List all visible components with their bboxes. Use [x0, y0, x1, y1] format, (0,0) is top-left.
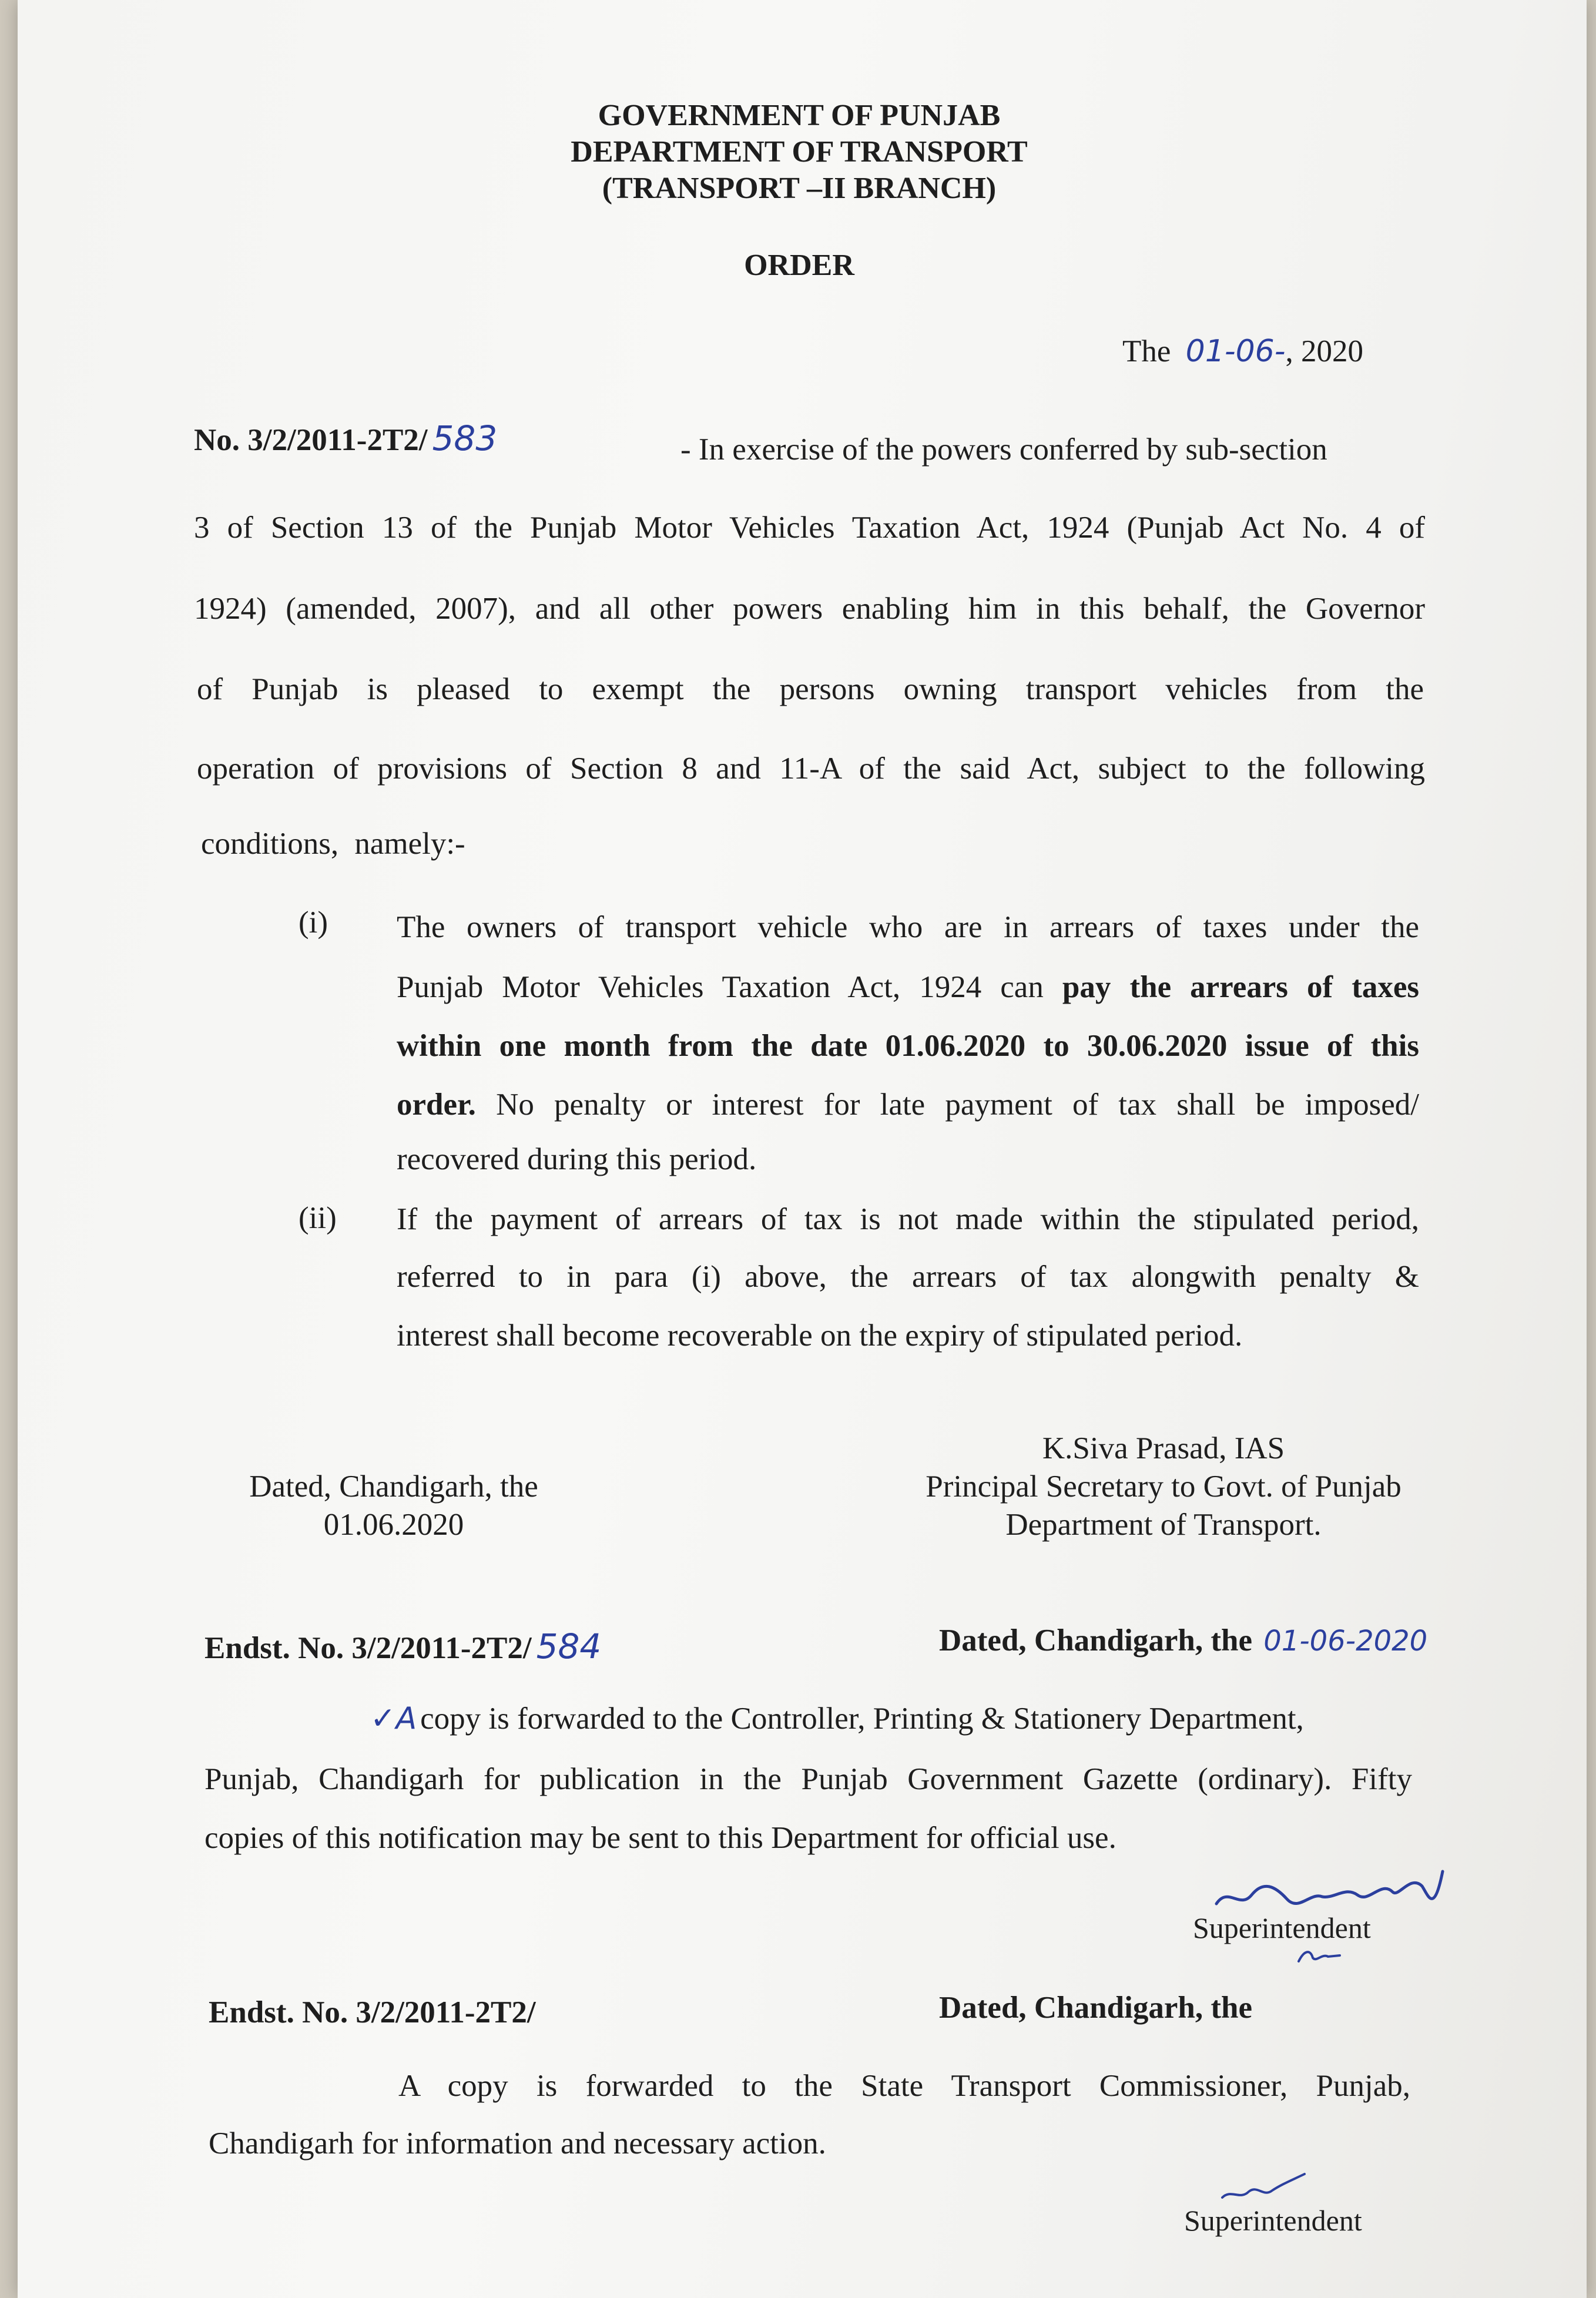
handwritten-endst-1-date: 01-06-2020	[1263, 1625, 1428, 1658]
handwritten-endst-1-number: 584	[536, 1626, 602, 1666]
endst-1-number-prefix: Endst. No. 3/2/2011-2T2/	[204, 1631, 532, 1665]
order-line-4: of Punjab is pleased to exempt the persons owning transport vehicles from the	[197, 672, 1424, 706]
endst-1-line-1-text: copy is forwarded to the Controller, Printing & Stationery Department,	[420, 1702, 1304, 1736]
handwritten-date: 01-06-	[1185, 334, 1286, 369]
endst-1-number	[204, 1626, 601, 1666]
condition-2-line-3: interest shall become recoverable on the expiry of stipulated period.	[397, 1319, 1243, 1353]
superintendent-label-1: Superintendent	[1193, 1911, 1371, 1944]
order-line-6: conditions, namely:-	[201, 827, 465, 861]
endst-1-dated-label: Dated, Chandigarh, the	[939, 1623, 1253, 1658]
order-line-1: - In exercise of the powers conferred by sub-section	[680, 432, 1327, 467]
condition-1-line-2b: pay the arrears of taxes	[1062, 970, 1420, 1004]
condition-1-line-4b: No penalty or interest for late payment of tax shall be imposed/	[496, 1088, 1420, 1122]
endst-1-dated	[939, 1623, 1427, 1658]
document-page	[18, 0, 1587, 2298]
endst-2-line-1: A copy is forwarded to the State Transport Commissioner, Punjab,	[398, 2069, 1410, 2103]
header-government: GOVERNMENT OF PUNJAB	[598, 99, 1001, 132]
condition-1-line-2a: Punjab Motor Vehicles Taxation Act, 1924 can	[397, 970, 1044, 1004]
signatory-department: Department of Transport.	[1005, 1508, 1322, 1542]
handwritten-order-number: 583	[432, 418, 498, 458]
condition-1-marker: (i)	[299, 905, 328, 940]
condition-2-line-1: If the payment of arrears of tax is not made within the stipulated period,	[397, 1202, 1419, 1236]
handwritten-tick-mark: ✓A	[370, 1701, 417, 1736]
header-branch: (TRANSPORT –II BRANCH)	[602, 172, 997, 205]
endst-1-line-1	[370, 1701, 1304, 1736]
order-number-label	[194, 418, 497, 458]
endst-2-dated-label: Dated, Chandigarh, the	[939, 1991, 1253, 2025]
order-title: ORDER	[744, 249, 854, 282]
superintendent-label-2: Superintendent	[1184, 2204, 1362, 2237]
signatory-title: Principal Secretary to Govt. of Punjab	[926, 1470, 1401, 1504]
condition-2-marker: (ii)	[299, 1201, 337, 1235]
endst-2-line-2: Chandigarh for information and necessary action.	[209, 2126, 826, 2161]
endst-2-number: Endst. No. 3/2/2011-2T2/	[209, 1995, 536, 2029]
condition-1-line-3: within one month from the date 01.06.2020 to 30.06.2020 issue of this	[397, 1029, 1419, 1063]
order-line-3: 1924) (amended, 2007), and all other powers enabling him in this behalf, the Governor	[194, 592, 1425, 626]
dated-place-line-1: Dated, Chandigarh, the	[249, 1470, 538, 1504]
condition-1-line-4a: order.	[397, 1088, 476, 1122]
initials-mark	[1293, 1945, 1346, 1968]
condition-2-line-2: referred to in para (i) above, the arrears of tax alongwith penalty &	[397, 1260, 1419, 1294]
condition-1-line-2	[397, 969, 1419, 1005]
endst-1-line-3: copies of this notification may be sent to this Department for official use.	[204, 1821, 1116, 1855]
order-date-line	[1122, 334, 1363, 369]
dated-place-line-2: 01.06.2020	[323, 1508, 464, 1542]
condition-1-line-5: recovered during this period.	[397, 1142, 757, 1176]
order-number-prefix: No. 3/2/2011-2T2/	[194, 423, 428, 457]
order-line-2: 3 of Section 13 of the Punjab Motor Vehicles Taxation Act, 1924 (Punjab Act No. 4 of	[194, 511, 1425, 545]
order-line-5: operation of provisions of Section 8 and 11-A of the said Act, subject to the following	[197, 752, 1425, 786]
condition-1-line-1: The owners of transport vehicle who are in arrears of taxes under the	[397, 910, 1419, 944]
condition-1-line-4	[397, 1087, 1419, 1122]
signatory-name: K.Siva Prasad, IAS	[1042, 1431, 1285, 1465]
date-suffix: , 2020	[1285, 334, 1364, 368]
header-department: DEPARTMENT OF TRANSPORT	[571, 135, 1028, 169]
date-prefix: The	[1122, 334, 1171, 368]
endst-1-line-2: Punjab, Chandigarh for publication in the Punjab Government Gazette (ordinary). Fifty	[204, 1762, 1412, 1796]
